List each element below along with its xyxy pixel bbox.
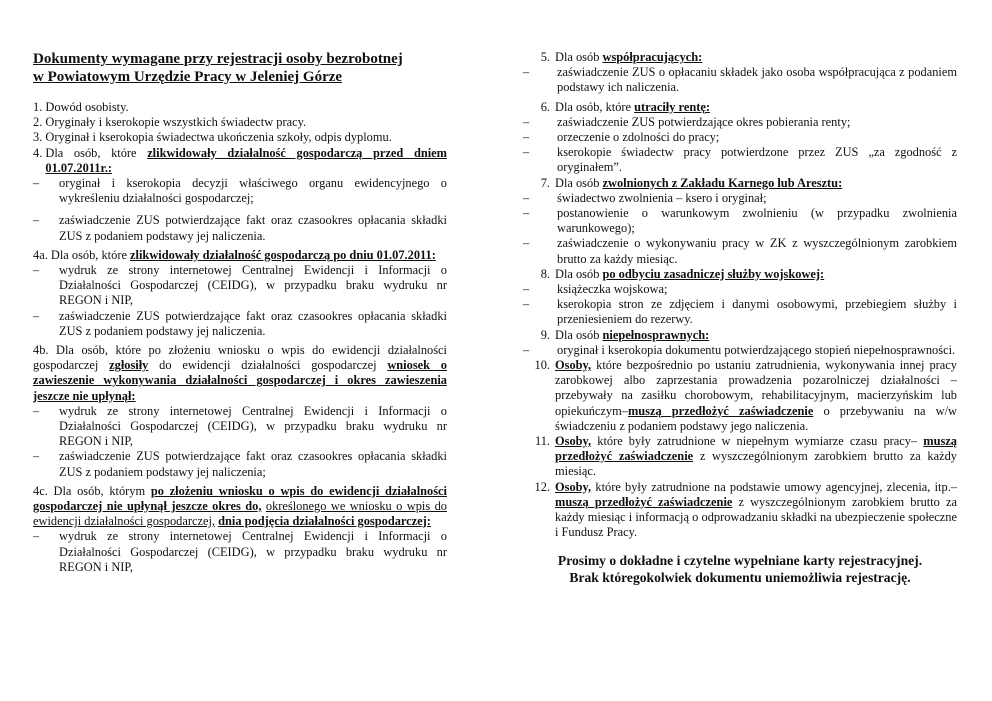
item-number: 9.: [540, 327, 550, 342]
title-line-1: Dokumenty wymagane przy rejestracji osoby bezrobotnej: [33, 51, 403, 67]
item-7-intro: Dla osób: [555, 175, 603, 190]
item-4b-middle: do ewidencji działalności gospodarczej: [148, 358, 388, 373]
item-6-bullet-1: [523, 115, 957, 130]
item-8-emphasis: po odbyciu zasadniczej służby wojskowej:: [602, 266, 825, 281]
item-4b-emphasis-2: wniosek o zawieszenie wykonywania działalności gospodarczej i okres zawieszenia jeszcze nie upłynął:: [33, 358, 447, 403]
item-number: 10.: [534, 358, 550, 373]
item-5-bullet-1: [523, 65, 957, 95]
document-title: [33, 50, 447, 86]
dash-marker: –: [523, 190, 530, 205]
dash-marker: –: [523, 342, 530, 357]
item-4c: [33, 484, 447, 530]
dash-marker: –: [33, 176, 40, 191]
item-6-bullet-2: [523, 130, 957, 145]
right-column: [523, 50, 957, 586]
item-10-text: które bezpośrednio po ustaniu zatrudnienia, wykonywania innej pracy zarobkowej albo zaprzestania prowadzenia pozarolniczej działalności – przebywały na zasiłku chorobowym, rehabilitacyjnym, macierzyńskim lub opiekuńczym–: [555, 358, 957, 418]
bullet-text: oryginał i kserokopia decyzji właściwego organu ewidencyjnego o wykreśleniu działalności gospodarczej;: [59, 176, 447, 206]
item-4c-underlined: określonego we wniosku o wpis do ewidencji działalności gospodarczej,: [33, 499, 447, 529]
dash-marker: –: [33, 449, 40, 464]
item-7-emphasis: zwolnionych z Zakładu Karnego lub Aresztu:: [602, 175, 843, 190]
item-10: [517, 358, 957, 434]
dash-marker: –: [33, 529, 40, 544]
item-8-bullet-1: [523, 282, 957, 297]
item-4c-emphasis-1: po złożeniu wniosku o wpis do ewidencji działalności gospodarczej nie upłynął jeszcze okres do,: [33, 483, 447, 514]
item-4b-bullet-2: [33, 449, 447, 479]
bullet-text: zaświadczenie ZUS o opłacaniu składek jako osoba współpracująca z podaniem podstawy ich naliczenia.: [557, 65, 957, 95]
item-4b-intro: 4b. Dla osób, które po złożeniu wniosku o wpis do ewidencji działalności gospodarczej: [33, 343, 447, 373]
dash-marker: –: [523, 282, 530, 297]
item-4: [33, 146, 447, 176]
dash-marker: –: [33, 308, 40, 323]
item-12-tail: z wyszczególnionym zarobkiem brutto za każdy miesiąc i informacją o odprowadzaniu składki na ubezpieczenie społeczne i Fundusz Pracy.: [555, 494, 957, 540]
dash-marker: –: [523, 114, 530, 129]
item-5-intro: Dla osób: [555, 50, 603, 64]
item-number: 5.: [540, 50, 550, 64]
bullet-text: kserokopia stron ze zdjęciem i danymi osobowymi, przebiegiem służby i przeniesieniem do rezerwy.: [557, 297, 957, 327]
item-9-emphasis: niepełnosprawnych:: [602, 327, 710, 342]
item-11-tail: z wyszczególnionym zarobkiem brutto za każdy miesiąc.: [555, 449, 958, 479]
closing-line-1: Prosimy o dokładne i czytelne wypełniane karty rejestracyjnej.: [557, 552, 923, 568]
bullet-text: zaświadczenie ZUS potwierdzające fakt oraz czasookres opłacania składki ZUS z podaniem podstawy jej naliczenia.: [59, 213, 447, 243]
item-1: 1. Dowód osobisty.: [33, 100, 129, 114]
dash-marker: –: [523, 236, 530, 251]
item-9-intro: Dla osób: [555, 327, 603, 342]
bullet-text: zaświadczenie o wykonywaniu pracy w ZK z wyszczególnionym zarobkiem brutto za każdy miesiąc.: [557, 236, 957, 266]
item-12-osoby: Osoby,: [555, 479, 592, 494]
item-number: 7.: [540, 175, 550, 190]
item-11-osoby: Osoby,: [555, 434, 592, 449]
item-4b-emphasis-1: zgłosiły: [109, 358, 149, 373]
item-number: 8.: [540, 266, 550, 281]
item-12-text: które były zatrudnione na podstawie umowy agencyjnej, zlecenia, itp.–: [591, 479, 957, 494]
dash-marker: –: [523, 65, 530, 80]
item-4-number: 4.: [33, 145, 46, 160]
title-line-2: w Powiatowym Urzędzie Pracy w Jeleniej Górze: [33, 69, 343, 85]
bullet-text: zaświadczenie ZUS potwierdzające okres pobierania renty;: [557, 114, 851, 129]
item-4-bullet-2: [33, 213, 447, 243]
item-9: [523, 328, 957, 343]
item-12-emphasis: muszą przedłożyć zaświadczenie: [555, 494, 733, 509]
item-7-bullet-2: [523, 206, 957, 236]
item-4a-bullet-1: [33, 263, 447, 309]
item-6-emphasis: utraciły rentę:: [634, 99, 710, 114]
item-9-bullet-1: [523, 343, 957, 358]
item-6-intro: Dla osób, które: [555, 99, 635, 114]
item-7-bullet-3: [523, 236, 957, 266]
bullet-text: oryginał i kserokopia dokumentu potwierdzającego stopień niepełnosprawności.: [557, 342, 956, 357]
item-2: 2. Oryginały i kserokopie wszystkich świadectw pracy.: [33, 115, 307, 130]
bullet-text: orzeczenie o zdolności do pracy;: [557, 130, 720, 145]
item-7-bullet-1: [523, 191, 957, 206]
item-10-osoby: Osoby,: [555, 358, 592, 373]
closing-line-2: Brak któregokolwiek dokumentu uniemożliwia rejestrację.: [569, 569, 911, 585]
item-4-emphasis: zlikwidowały działalność gospodarczą przed dniem 01.07.2011r.:: [45, 145, 447, 175]
item-7: [523, 176, 957, 191]
item-5-emphasis: współpracujących:: [602, 50, 703, 64]
dash-marker: –: [523, 297, 530, 312]
dash-marker: –: [33, 263, 40, 278]
item-11-emphasis: muszą przedłożyć zaświadczenie: [555, 434, 957, 464]
item-10-emphasis: muszą przedłożyć zaświadczenie: [627, 403, 814, 418]
item-4c-intro: 4c. Dla osób, którym: [33, 483, 151, 498]
item-4a-emphasis: zlikwidowały działalność gospodarczą po dniu 01.07.2011:: [130, 247, 436, 262]
closing-note: [523, 552, 957, 586]
dash-marker: –: [523, 130, 530, 145]
bullet-text: zaświadczenie ZUS potwierdzające fakt oraz czasookres opłacania składki ZUS z podaniem podstawy jej naliczenia;: [59, 449, 447, 479]
item-6: [523, 100, 957, 115]
item-4b: [33, 343, 447, 404]
item-4a-bullet-2: [33, 309, 447, 339]
bullet-text: świadectwo zwolnienia – ksero i oryginał;: [557, 190, 767, 205]
bullet-text: książeczka wojskowa;: [557, 282, 668, 297]
item-8: [523, 267, 957, 282]
item-11: [517, 434, 957, 480]
item-4c-emphasis-2: dnia podjęcia działalności gospodarczej:: [218, 514, 431, 529]
bullet-text: postanowienie o warunkowym zwolnieniu (w przypadku zwolnienia warunkowego);: [557, 206, 957, 236]
item-6-bullet-3: [523, 145, 957, 175]
item-4c-bullet-1: [33, 529, 447, 575]
item-8-bullet-2: [523, 297, 957, 327]
bullet-text: wydruk ze strony internetowej Centralnej Ewidencji i Informacji o Działalności Gospodarczej (CEIDG), w przypadku braku wydruku nr REGON i NIP,: [59, 529, 447, 574]
item-number: 11.: [534, 434, 550, 449]
dash-marker: –: [33, 403, 40, 418]
bullet-text: kserokopie świadectw pracy potwierdzone przez ZUS „za zgodność z oryginałem”.: [557, 145, 957, 175]
bullet-text: wydruk ze strony internetowej Centralnej Ewidencji i Informacji o Działalności Gospodarczej (CEIDG), w przypadku braku wydruku nr REGON i NIP,: [59, 263, 447, 308]
item-11-text: które były zatrudnione w niepełnym wymiarze czasu pracy–: [591, 434, 924, 449]
dash-marker: –: [33, 213, 40, 228]
bullet-text: zaświadczenie ZUS potwierdzające fakt oraz czasookres opłacania składki ZUS z podaniem podstawy jej naliczenia.: [59, 308, 447, 338]
bullet-text: wydruk ze strony internetowej Centralnej Ewidencji i Informacji o Działalności Gospodarczej (CEIDG), w przypadku braku wydruku nr REGON i NIP,: [59, 403, 447, 449]
left-column: [33, 50, 447, 575]
item-8-intro: Dla osób: [555, 266, 603, 281]
item-4-bullet-1: [33, 176, 447, 206]
item-4a-intro: 4a. Dla osób, które: [33, 247, 131, 262]
item-number: 6.: [540, 99, 550, 114]
item-5: [523, 50, 957, 65]
item-3: 3. Oryginał i kserokopia świadectwa ukończenia szkoły, odpis dyplomu.: [33, 130, 392, 145]
item-10-tail: o przebywaniu na w/w świadczeniu z podaniem podstawy jego naliczenia.: [555, 403, 957, 433]
item-number: 12.: [534, 479, 550, 494]
item-4-intro: Dla osób, które: [45, 145, 148, 160]
item-4b-bullet-1: [33, 404, 447, 450]
item-4a: [33, 248, 447, 263]
dash-marker: –: [523, 145, 530, 160]
dash-marker: –: [523, 206, 530, 221]
item-12: [517, 480, 957, 541]
